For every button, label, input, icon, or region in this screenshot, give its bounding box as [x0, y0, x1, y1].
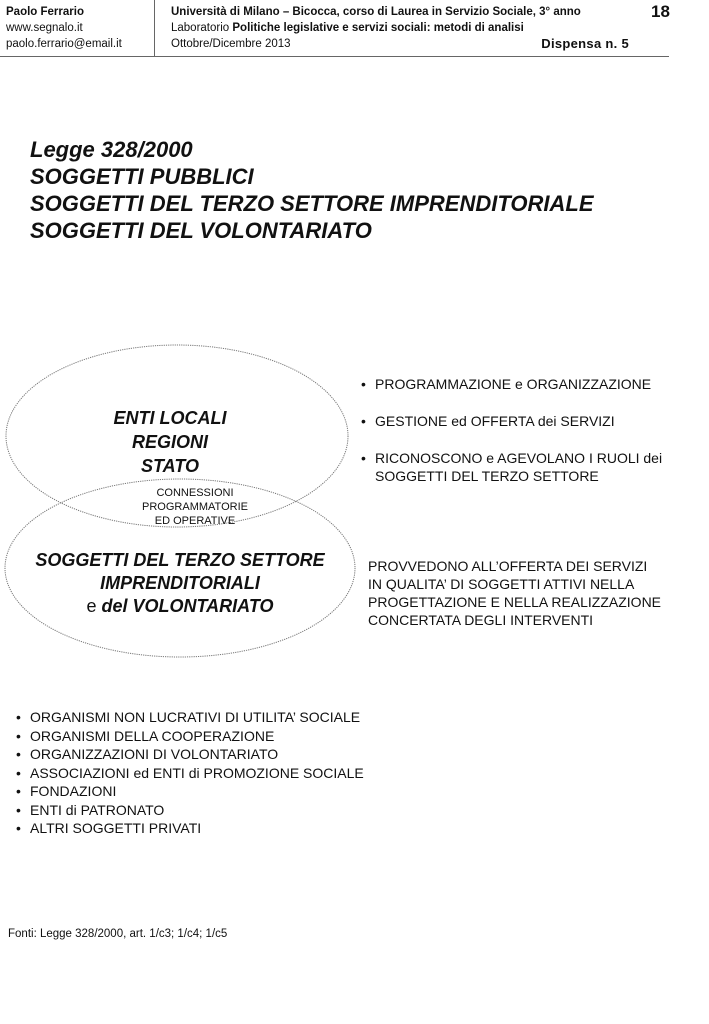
author-website[interactable]: www.segnalo.it [6, 22, 83, 34]
third-sector-volunteer: del VOLONTARIATO [101, 596, 274, 616]
third-sector-prefix: e [86, 596, 102, 616]
title-line: SOGGETTI PUBBLICI [30, 164, 254, 189]
list-item [16, 782, 364, 801]
role-line: PROVVEDONO ALL’OFFERTA DEI SERVIZI [368, 558, 648, 574]
course-line: Università di Milano – Bicocca, corso di Laurea in Servizio Sociale, 3° anno [171, 6, 581, 18]
header-divider [154, 0, 155, 56]
third-sector-line [10, 595, 350, 618]
organization: ORGANISMI DELLA COOPERAZIONE [30, 727, 275, 744]
bullet-icon: • [361, 450, 366, 466]
organization: FONDAZIONI [30, 783, 117, 799]
third-sector-role [368, 557, 661, 629]
lab-prefix: Laboratorio [171, 22, 233, 34]
period: Ottobre/Dicembre 2013 [171, 38, 291, 50]
list-item [16, 745, 364, 764]
organization: ORGANISMI NON LUCRATIVI DI UTILITA’ SOCIALE [30, 709, 361, 725]
role-text: RICONOSCONO e AGEVOLANO I RUOLI dei SOGGETTI DEL TERZO SETTORE [375, 450, 663, 484]
bullet-icon: • [16, 746, 21, 762]
lab-title: Politiche legislative e servizi sociali: metodi di analisi [232, 22, 524, 34]
public-subject: REGIONI [131, 432, 208, 452]
organization: ASSOCIAZIONI ed ENTI di PROMOZIONE SOCIALE [30, 764, 364, 781]
page-header [0, 0, 669, 57]
role-line: PROGETTAZIONE E NELLA REALIZZAZIONE [368, 594, 662, 610]
public-subjects-label [70, 406, 270, 478]
connections-line: ED OPERATIVE [154, 515, 236, 527]
lab-line [171, 20, 641, 36]
list-item [361, 449, 695, 485]
connections-label [100, 486, 290, 528]
list-item [361, 375, 695, 393]
author-email[interactable]: paolo.ferrario@email.it [6, 38, 122, 50]
third-sector-label [10, 549, 350, 618]
title-line: SOGGETTI DEL TERZO SETTORE IMPRENDITORIALE [30, 191, 594, 216]
organization: ENTI di PATRONATO [30, 801, 165, 818]
bullet-icon: • [361, 376, 366, 392]
title-line: Legge 328/2000 [30, 137, 193, 162]
bullet-icon: • [16, 709, 21, 725]
bullet-icon: • [16, 820, 21, 836]
list-item [16, 764, 364, 783]
public-subject: STATO [141, 456, 199, 476]
third-sector-line: SOGGETTI DEL TERZO SETTORE [35, 550, 325, 570]
list-item [16, 727, 364, 746]
bullet-icon: • [16, 783, 21, 799]
bullet-icon: • [16, 801, 21, 818]
list-item [16, 708, 364, 727]
role-text: PROGRAMMAZIONE e ORGANIZZAZIONE [375, 376, 652, 392]
bullet-icon: • [16, 727, 21, 744]
bullet-icon: • [16, 764, 21, 781]
connections-line: CONNESSIONI [156, 487, 234, 499]
sources-note: Fonti: Legge 328/2000, art. 1/c3; 1/c4; 1/c5 [8, 928, 228, 940]
organization: ORGANIZZAZIONI DI VOLONTARIATO [30, 746, 279, 762]
list-item [16, 819, 364, 838]
page-number: 18 [651, 2, 670, 21]
public-subject: ENTI LOCALI [113, 408, 227, 428]
author-name: Paolo Ferrario [6, 6, 84, 18]
organization: ALTRI SOGGETTI PRIVATI [30, 820, 202, 836]
dispensa-label: Dispensa n. 5 [541, 36, 629, 51]
connections-line: PROGRAMMATORIE [142, 501, 248, 513]
role-text: GESTIONE ed OFFERTA dei SERVIZI [375, 413, 615, 429]
role-line: IN QUALITA’ DI SOGGETTI ATTIVI NELLA [368, 576, 635, 592]
public-roles-list [361, 375, 695, 504]
organizations-list [16, 708, 364, 838]
third-sector-line: IMPRENDITORIALI [100, 573, 260, 593]
list-item [16, 801, 364, 820]
list-item [361, 412, 695, 430]
role-line: CONCERTATA DEGLI INTERVENTI [368, 612, 594, 628]
document-title [30, 136, 594, 244]
bullet-icon: • [361, 413, 366, 429]
author-block [6, 4, 122, 52]
title-line: SOGGETTI DEL VOLONTARIATO [30, 218, 372, 243]
